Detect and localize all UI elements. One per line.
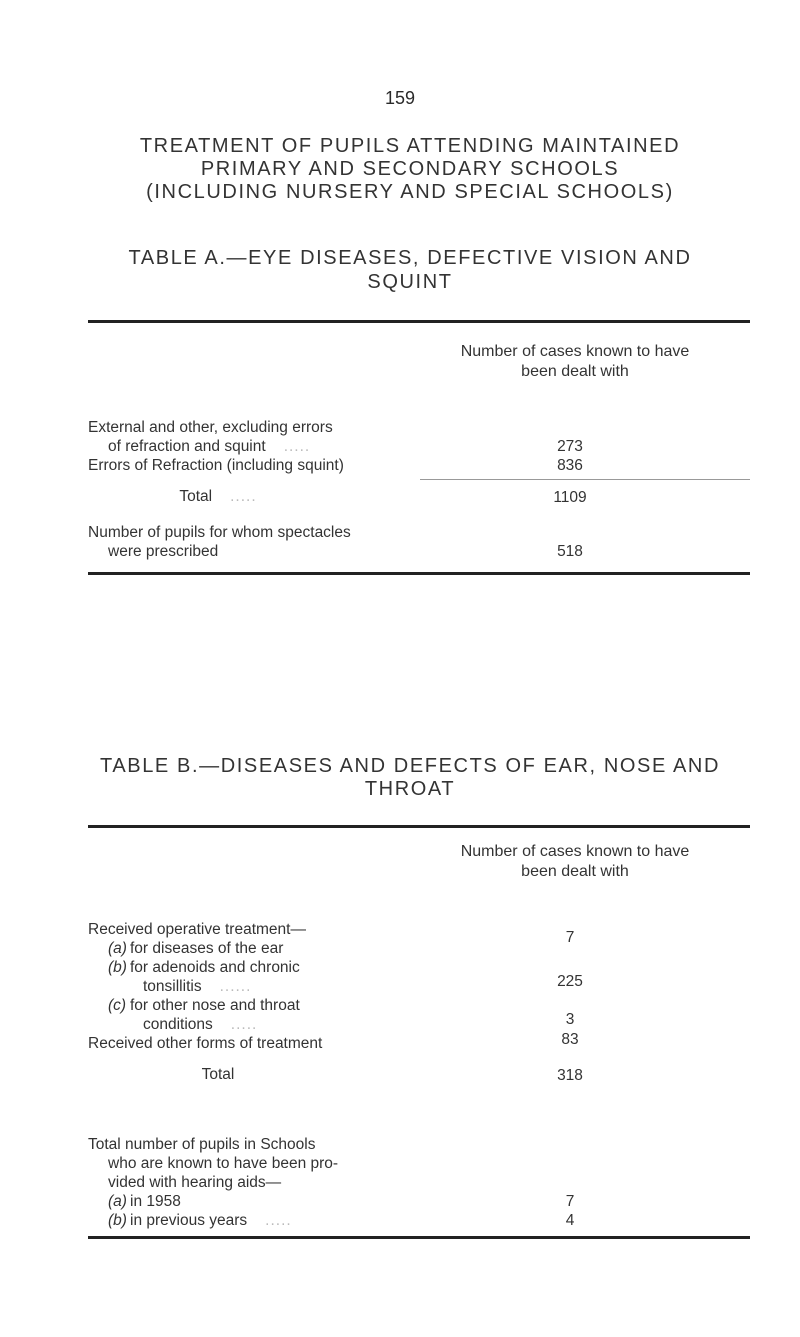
table-a-column-header-line-2: been dealt with (521, 363, 629, 380)
item-text: in previous years (130, 1212, 248, 1229)
table-b-column-header-line-1: Number of cases known to have (460, 843, 690, 860)
item-text: in 1958 (130, 1193, 181, 1210)
table-b-bottom-rule (88, 1236, 750, 1239)
table-a-row-label (88, 437, 310, 457)
item-letter: (a) (108, 1193, 127, 1210)
table-b-title-line-2: THROAT (364, 778, 456, 800)
table-b-item-label (88, 996, 300, 1016)
table-a-title-line-1: TABLE A.—EYE DISEASES, DEFECTIVE VISION AND (128, 247, 692, 269)
item-text: tonsillitis (143, 978, 202, 995)
leader-dots: ..... (230, 488, 257, 505)
item-text: for adenoids and chronic (130, 959, 300, 976)
table-a-total-value: 1109 (553, 489, 587, 506)
item-text: for other nose and throat (130, 997, 300, 1014)
item-letter: (b) (108, 1212, 127, 1229)
table-a-row-label: External and other, excluding errors (88, 419, 333, 436)
table-b-item-label (88, 1015, 257, 1035)
table-a-total-label (88, 488, 348, 506)
leader-dots: ...... (219, 978, 252, 995)
leader-dots: ..... (283, 438, 311, 455)
table-b-item-label (88, 977, 251, 997)
leader-dots: ..... (230, 1016, 258, 1033)
leader-dots: ..... (265, 1212, 292, 1229)
table-b-column-header-line-2: been dealt with (521, 863, 629, 880)
table-b-item-value: 7 (565, 929, 575, 946)
table-b-hearing-item-value: 7 (565, 1193, 575, 1210)
item-text: conditions (143, 1016, 213, 1033)
table-b-item-value: 225 (557, 973, 583, 990)
table-a-spectacles-label: were prescribed (108, 543, 219, 560)
item-letter: (a) (108, 940, 127, 957)
table-b-item-label (88, 939, 283, 959)
item-text: for diseases of the ear (130, 940, 284, 957)
table-b-total-label: Total (201, 1066, 235, 1083)
table-a-bottom-rule (88, 572, 750, 575)
table-a-column-header-line-1: Number of cases known to have (460, 343, 690, 360)
table-a-total-label-text: Total (179, 488, 213, 505)
item-letter: (c) (108, 997, 127, 1014)
table-b-hearing-label: vided with hearing aids— (108, 1174, 282, 1191)
table-a-row-label: Errors of Refraction (including squint) (88, 457, 344, 474)
table-b-total-value: 318 (557, 1067, 583, 1084)
table-a-row-value: 836 (557, 457, 583, 474)
table-a-row-label-text: of refraction and squint (108, 438, 266, 455)
table-b-title-line-1: TABLE B.—DISEASES AND DEFECTS OF EAR, NOSE AND (99, 755, 721, 777)
main-title-line-1: TREATMENT OF PUPILS ATTENDING MAINTAINED (139, 135, 681, 157)
main-title-line-3: (INCLUDING NURSERY AND SPECIAL SCHOOLS) (146, 181, 674, 203)
table-b-hearing-label: who are known to have been pro- (108, 1155, 339, 1172)
table-a-title-line-2: SQUINT (367, 271, 453, 293)
table-b-hearing-item-label (88, 1211, 292, 1231)
table-a-spectacles-label: Number of pupils for whom spectacles (88, 524, 351, 541)
table-a-spectacles-value: 518 (557, 543, 583, 560)
table-b-hearing-label: Total number of pupils in Schools (88, 1136, 316, 1153)
table-a-subtotal-rule (420, 479, 750, 480)
table-b-hearing-item-label (88, 1192, 181, 1212)
item-letter: (b) (108, 959, 127, 976)
table-b-hearing-item-value: 4 (565, 1212, 575, 1229)
page-number: 159 (384, 88, 416, 108)
table-a-top-rule (88, 320, 750, 323)
table-b-item-value: 3 (565, 1011, 575, 1028)
table-b-other-value: 83 (561, 1031, 579, 1048)
table-b-operative-heading: Received operative treatment— (88, 921, 306, 938)
table-a-row-value: 273 (557, 438, 583, 455)
main-title-line-2: PRIMARY AND SECONDARY SCHOOLS (200, 158, 620, 180)
table-b-top-rule (88, 825, 750, 828)
table-b-item-label (88, 958, 300, 978)
table-b-other-label: Received other forms of treatment (88, 1035, 323, 1052)
